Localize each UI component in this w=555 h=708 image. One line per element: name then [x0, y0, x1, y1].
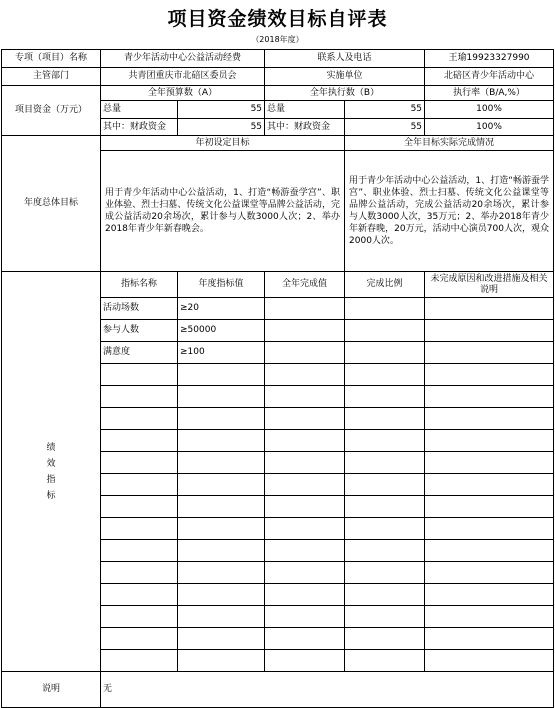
reason-cell [425, 408, 554, 430]
reason-cell [425, 298, 554, 320]
indicator-label-char: 绩 [46, 442, 56, 453]
indicator-name-cell [101, 606, 178, 628]
indicator-name-cell [101, 408, 178, 430]
notes-label: 说明 [2, 672, 101, 708]
fiscal-exec: 55 [345, 119, 425, 136]
completed-value-cell [265, 452, 345, 474]
actual-goal-header: 全年目标实际完成情况 [345, 136, 554, 151]
completion-ratio-cell [345, 474, 425, 496]
indicator-name-cell [101, 496, 178, 518]
annual-value-cell [178, 408, 265, 430]
indicator-name-cell [101, 540, 178, 562]
reason-cell [425, 518, 554, 540]
indicator-label-char: 标 [46, 490, 56, 501]
actual-goal-text: 用于青少年活动中心公益活动，1、打造“畅游蚕学宫”、职业体验、烈士扫墓、传统文化公益课堂等品牌公益活动，完成公益活动20余场次，累计参与人数3000人次，35万元；2、举办2018年青少年新春晚，20万元，活动中心演员700人次，观众2000人次。 [345, 151, 554, 272]
page-title: 项目资金绩效目标自评表 [167, 8, 388, 30]
completed-value-cell [265, 408, 345, 430]
indicator-name-cell: 满意度 [101, 342, 178, 364]
dept-label: 主管部门 [2, 68, 101, 86]
funds-header-row [2, 86, 554, 101]
completion-ratio-cell [345, 430, 425, 452]
annual-value-cell [178, 606, 265, 628]
indicator-name-cell [101, 628, 178, 650]
indicator-name-header: 指标名称 [101, 272, 178, 298]
completed-value-cell [265, 496, 345, 518]
goals-label: 年度总体目标 [2, 136, 101, 272]
completed-value-cell [265, 540, 345, 562]
annual-value-cell [178, 584, 265, 606]
indicator-label-char: 效 [46, 458, 56, 469]
completed-value-cell [265, 650, 345, 672]
fiscal-label-exec: 其中：财政资金 [265, 119, 345, 136]
annual-value-cell: ≥20 [178, 298, 265, 320]
annual-value-cell [178, 518, 265, 540]
completion-ratio-cell [345, 408, 425, 430]
completion-ratio-cell [345, 606, 425, 628]
reason-cell [425, 562, 554, 584]
indicator-name-cell [101, 452, 178, 474]
reason-cell [425, 650, 554, 672]
reason-cell [425, 386, 554, 408]
reason-header: 未完成原因和改进措施及相关说明 [425, 272, 554, 298]
notes-value: 无 [101, 672, 554, 708]
completed-value-cell [265, 628, 345, 650]
annual-value-cell: ≥100 [178, 342, 265, 364]
annual-value-cell: ≥50000 [178, 320, 265, 342]
planned-goal-text: 用于青少年活动中心公益活动，1、打造“畅游蚕学宫”、职业体验、烈士扫墓、传统文化公益课堂等品牌公益活动，完成公益活动20余场次，累计参与人数3000人次；2、举办2018年青少年新春晚会。 [101, 151, 345, 272]
dept-value: 共青团重庆市北碚区委员会 [101, 68, 265, 86]
completed-value-cell [265, 584, 345, 606]
info-row-project [2, 50, 554, 68]
reason-cell [425, 584, 554, 606]
project-name-value: 青少年活动中心公益活动经费 [101, 50, 265, 68]
total-exec: 55 [345, 101, 425, 119]
completed-value-cell [265, 298, 345, 320]
indicator-name-cell [101, 650, 178, 672]
annual-value-cell [178, 452, 265, 474]
fiscal-label: 其中：财政资金 [101, 119, 178, 136]
indicator-name-cell [101, 562, 178, 584]
completion-ratio-cell [345, 342, 425, 364]
annual-value-cell [178, 430, 265, 452]
reason-cell [425, 364, 554, 386]
annual-value-cell [178, 650, 265, 672]
completion-ratio-cell [345, 320, 425, 342]
reason-cell [425, 628, 554, 650]
indicator-name-cell [101, 518, 178, 540]
completed-value-cell [265, 386, 345, 408]
reason-cell [425, 430, 554, 452]
year-label: （2018年度） [251, 35, 304, 44]
completed-value-cell [265, 320, 345, 342]
indicator-header-row [2, 272, 554, 298]
fiscal-rate: 100% [425, 119, 554, 136]
indicator-name-cell [101, 430, 178, 452]
completion-ratio-header: 完成比例 [345, 272, 425, 298]
completion-ratio-cell [345, 298, 425, 320]
completed-value-cell [265, 342, 345, 364]
info-row-dept [2, 68, 554, 86]
completed-value-header: 全年完成值 [265, 272, 345, 298]
planned-goal-header: 年初设定目标 [101, 136, 345, 151]
annual-value-cell [178, 628, 265, 650]
annual-value-cell [178, 540, 265, 562]
reason-cell [425, 320, 554, 342]
reason-cell [425, 606, 554, 628]
annual-value-cell [178, 562, 265, 584]
completion-ratio-cell [345, 496, 425, 518]
annual-value-cell [178, 364, 265, 386]
completion-ratio-cell [345, 650, 425, 672]
annual-value-header: 年度指标值 [178, 272, 265, 298]
completion-ratio-cell [345, 562, 425, 584]
total-label: 总量 [101, 101, 178, 119]
contact-label: 联系人及电话 [265, 50, 425, 68]
total-label-exec: 总量 [265, 101, 345, 119]
reason-cell [425, 474, 554, 496]
notes-row [2, 672, 554, 708]
reason-cell [425, 540, 554, 562]
annual-value-cell [178, 474, 265, 496]
completed-value-cell [265, 518, 345, 540]
completion-ratio-cell [345, 584, 425, 606]
indicator-label-char: 指 [46, 474, 56, 485]
annual-value-cell [178, 386, 265, 408]
completion-ratio-cell [345, 540, 425, 562]
reason-cell [425, 452, 554, 474]
funds-label: 项目资金（万元） [2, 86, 101, 136]
completed-value-cell [265, 430, 345, 452]
completion-ratio-cell [345, 628, 425, 650]
indicator-name-cell [101, 364, 178, 386]
reason-cell [425, 496, 554, 518]
indicator-name-cell [101, 584, 178, 606]
completion-ratio-cell [345, 518, 425, 540]
indicator-name-cell: 参与人数 [101, 320, 178, 342]
unit-value: 北碚区青少年活动中心 [425, 68, 554, 86]
contact-value: 王瑜19923327990 [425, 50, 554, 68]
indicator-name-cell [101, 474, 178, 496]
budget-header: 全年预算数（A） [101, 86, 265, 101]
completed-value-cell [265, 364, 345, 386]
project-name-label: 专项（项目）名称 [2, 50, 101, 68]
exec-header: 全年执行数（B） [265, 86, 425, 101]
total-budget: 55 [178, 101, 265, 119]
total-rate: 100% [425, 101, 554, 119]
completion-ratio-cell [345, 386, 425, 408]
completion-ratio-cell [345, 364, 425, 386]
completed-value-cell [265, 474, 345, 496]
fiscal-budget: 55 [178, 119, 265, 136]
indicator-label [2, 272, 101, 672]
goals-header-row [2, 136, 554, 151]
unit-label: 实施单位 [265, 68, 425, 86]
indicator-name-cell [101, 386, 178, 408]
completed-value-cell [265, 606, 345, 628]
reason-cell [425, 342, 554, 364]
completion-ratio-cell [345, 452, 425, 474]
annual-value-cell [178, 496, 265, 518]
completed-value-cell [265, 562, 345, 584]
evaluation-table [1, 49, 554, 708]
rate-header: 执行率（B/A,%） [425, 86, 554, 101]
indicator-name-cell: 活动场数 [101, 298, 178, 320]
